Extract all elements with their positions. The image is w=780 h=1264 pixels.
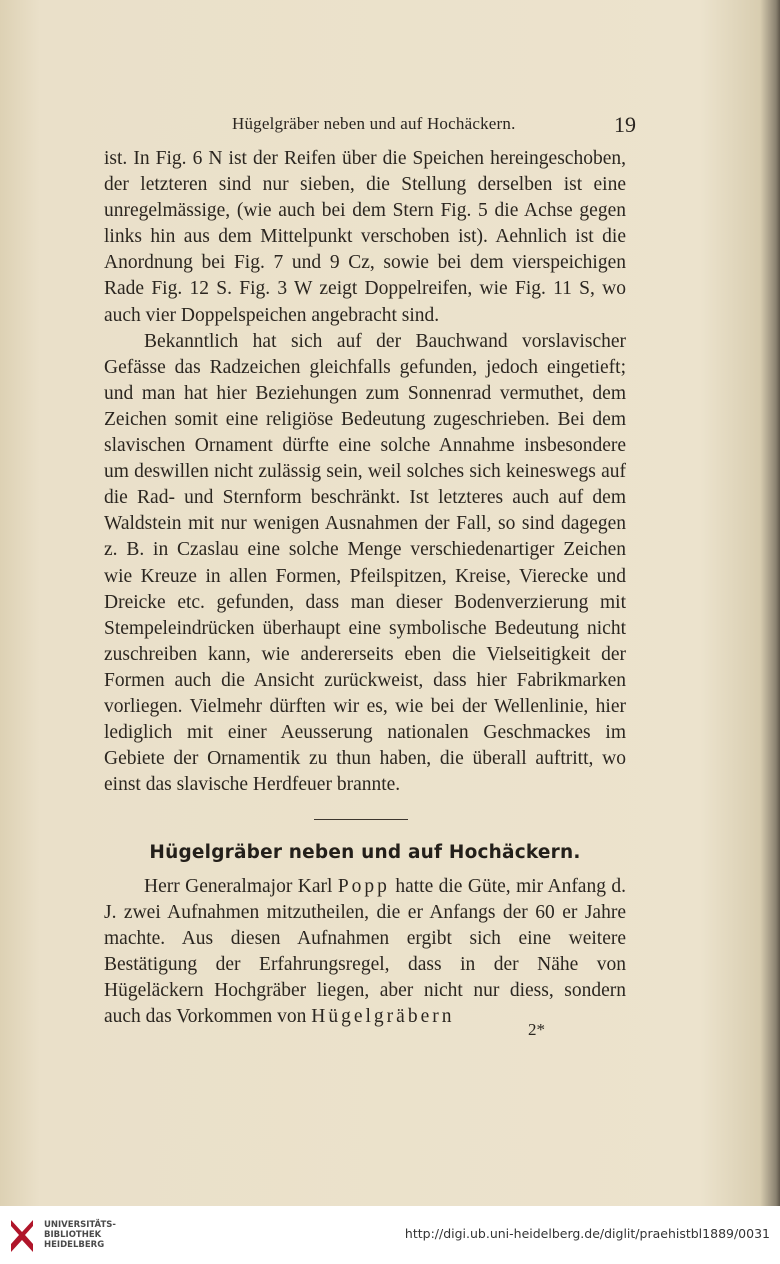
library-name <box>44 1220 116 1250</box>
library-line-3: HEIDELBERG <box>44 1240 105 1250</box>
signature-mark: 2* <box>528 1020 545 1039</box>
section-divider <box>314 819 408 820</box>
library-logo-icon <box>8 1216 36 1256</box>
section-text <box>104 874 626 1031</box>
library-line-2: BIBLIOTHEK <box>44 1230 102 1240</box>
footer-bar <box>0 1206 780 1264</box>
section-text-part-2: hatte die Güte, mir Anfang d. J. zwei Aufnahmen mitzutheilen, die er Anfangs der 60 er Jahre machte. Aus diesen Aufnahmen ergibt sich eine weitere Bestätigung der Erfahrungsregel, dass in der Nähe von Hügeläckern Hochgräber liegen, aber nicht nur diess, sondern auch das Vorkommen von <box>104 876 626 1028</box>
body-text <box>104 146 626 798</box>
spaced-word: Hügelgräbern <box>311 1006 455 1028</box>
page-number: 19 <box>614 112 636 137</box>
running-head: Hügelgräber neben und auf Hochäckern. <box>232 114 516 133</box>
source-url-link[interactable]: http://digi.ub.uni-heidelberg.de/diglit/praehistbl1889/0031 <box>404 1226 770 1241</box>
section-paragraph <box>104 874 626 1031</box>
paragraph-1: ist. In Fig. 6 N ist der Reifen über die Speichen hereingeschoben, der letzteren sind nur sieben, die Stellung derselben ist eine unregelmässige, (wie auch bei dem Stern Fig. 5 die Achse gegen links hin aus dem Mittelpunkt verschoben ist). Aehnlich ist die Anordnung bei Fig. 7 und 9 Cz, sowie bei dem vierspeichigen Rade Fig. 12 S. Fig. 3 W zeigt Doppelreifen, wie Fig. 11 S, wo auch vier Doppelspeichen angebracht sind. <box>104 148 626 326</box>
library-line-1: UNIVERSITÄTS- <box>44 1220 116 1230</box>
section-heading: Hügelgräber neben und auf Hochäckern. <box>149 842 581 863</box>
section-text-part-1: Herr Generalmajor Karl <box>144 876 338 897</box>
paragraph-2: Bekanntlich hat sich auf der Bauchwand vorslavischer Gefässe das Radzeichen gleichfalls gefunden, jedoch eingetieft; und man hat hier Beziehungen zum Sonnenrad vermuthet, dem Zeichen somit eine religiöse Bedeutung zugeschrieben. Bei dem slavischen Ornament dürfte eine solche Annahme insbesondere um deswillen nicht zulässig sein, weil solches sich keineswegs auf die Rad- und Sternform beschränkt. Ist letzteres auch auf dem Waldstein mit nur wenigen Ausnahmen der Fall, so sind dagegen z. B. in Czaslau eine solche Menge verschiedenartiger Zeichen wie Kreuze in allen Formen, Pfeilspitzen, Kreise, Vierecke und Dreicke etc. gefunden, dass man dieser Bodenverzierung mit Stempeleindrücken überhaupt eine symbolische Bedeutung nicht zuschreiben kann, wie andererseits eben die Vielseitigkeit der Formen auch die Ansicht zurückweist, dass hier Fabrikmarken vorliegen. Vielmehr dürften wir es, wie bei der Wellenlinie, hier lediglich mit einer Aeusserung nationalen Geschmackes im Gebiete der Ornamentik zu thun haben, die überall auftritt, wo einst das slavische Herdfeuer brannte. <box>104 330 626 796</box>
person-name: Popp <box>337 876 390 897</box>
